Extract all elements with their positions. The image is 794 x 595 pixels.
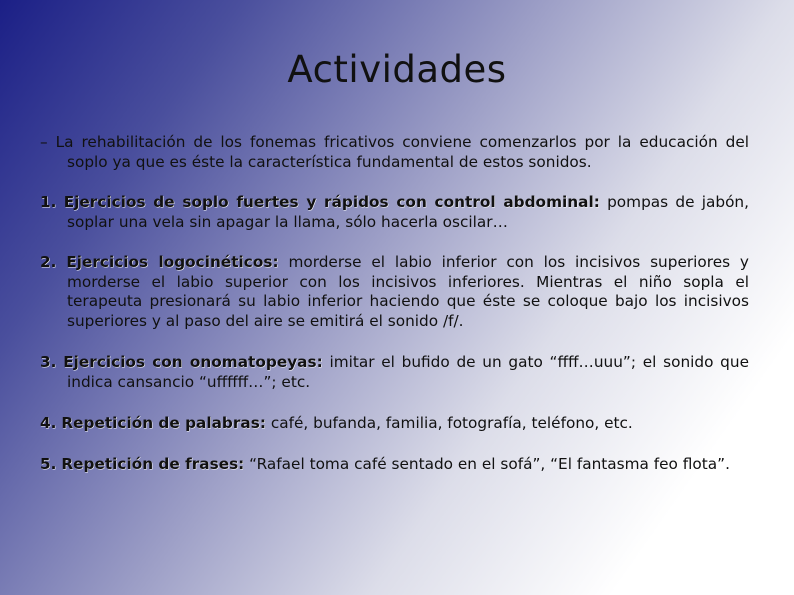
intro-bullet: – [40, 133, 48, 151]
item-text: morderse el labio inferior con los incisivos superiores y morderse el labio superior con los incisivos inferiores. Mientras el niño sopla el terapeuta presionará su labio inferior haciendo que éste se coloque bajo los incisivos superiores y al paso del aire se emitirá el sonido /f/. [67, 253, 749, 330]
item-heading: Repetición de frases: [61, 454, 245, 473]
item-number: 5. [40, 454, 57, 473]
item-text: pompas de jabón, soplar una vela sin apagar la llama, sólo hacerla oscilar… [67, 193, 749, 231]
item-heading: Ejercicios logocinéticos: [66, 253, 279, 271]
item-number: 3. [40, 353, 57, 371]
list-item [40, 253, 749, 331]
item-heading: Ejercicios de soplo fuertes y rápidos con control abdominal: [63, 193, 600, 211]
page-title: Actividades [287, 48, 507, 91]
item-text: imitar el bufido de un gato “ffff…uuu”; el sonido que indica cansancio “uffffff…”; etc. [67, 353, 749, 391]
item-number: 4. [40, 414, 57, 432]
item-number: 1. [40, 193, 57, 211]
intro-paragraph [40, 133, 749, 172]
list-item [40, 353, 749, 392]
item-text: “Rafael toma café sentado en el sofá”, “El fantasma feo flota”. [249, 454, 730, 473]
intro-text: La rehabilitación de los fonemas fricativos conviene comenzarlos por la educación del soplo ya que es éste la característica fundamental de estos sonidos. [55, 133, 749, 171]
item-heading: Repetición de palabras: [61, 414, 266, 432]
slide-content [40, 133, 749, 474]
list-item [40, 455, 749, 475]
list-item [40, 414, 749, 434]
item-number: 2. [40, 253, 57, 271]
item-text: café, bufanda, familia, fotografía, teléfono, etc. [270, 414, 633, 432]
item-heading: Ejercicios con onomatopeyas: [63, 353, 323, 371]
list-item [40, 193, 749, 232]
